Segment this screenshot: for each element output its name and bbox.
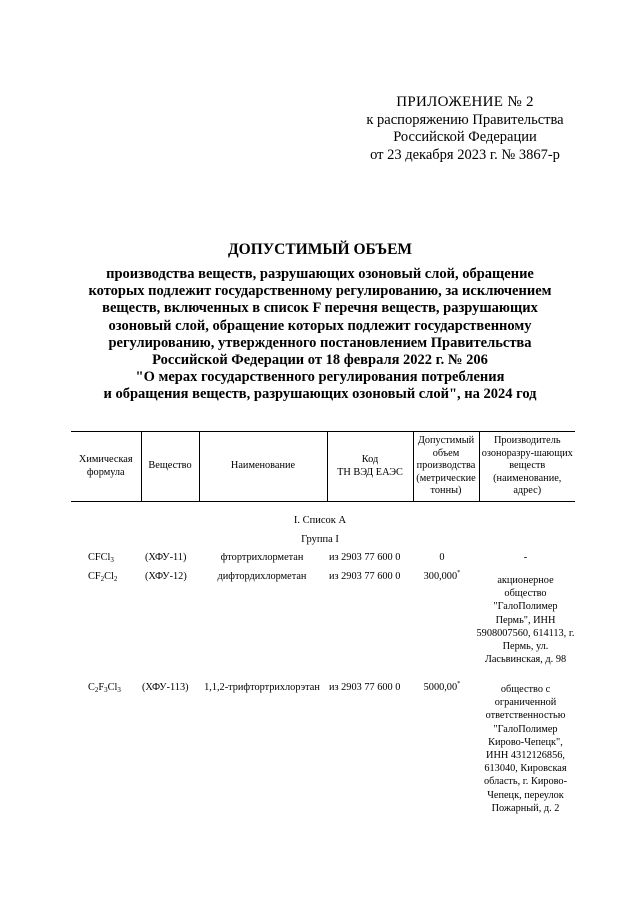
subtitle-line: озоновый слой, обращение которых подлежит государственному bbox=[108, 317, 532, 334]
formula-cell: CFCl$_3$ bbox=[88, 552, 114, 564]
header-name: Наименование bbox=[199, 432, 327, 502]
producer-cell: акционерное общество "ГалоПолимер Пермь", ИНН 5908007560, 614113, г. Пермь, ул. Ласьвинская, д. 98 bbox=[476, 575, 575, 666]
group-title: Группа I bbox=[301, 534, 339, 545]
volume-cell: 0 bbox=[439, 552, 445, 563]
header-volume: Допустимый объем производства (метрические тонны) bbox=[413, 432, 479, 502]
substances-table bbox=[71, 431, 575, 502]
substance-cell: (ХФУ-11) bbox=[145, 552, 187, 563]
appendix-block bbox=[340, 94, 590, 164]
code-cell: из 2903 77 600 0 bbox=[329, 552, 401, 563]
subtitle-line: Российской Федерации от 18 февраля 2022 г. № 206 bbox=[152, 352, 488, 369]
name-cell: фтортрихлорметан bbox=[220, 552, 304, 563]
appendix-line-1: к распоряжению Правительства bbox=[366, 111, 564, 128]
appendix-line-3: от 23 декабря 2023 г. № 3867-р bbox=[370, 146, 560, 163]
code-cell: из 2903 77 600 0 bbox=[329, 571, 401, 582]
subtitle-line: регулированию, утвержденного постановлением Правительства bbox=[108, 334, 532, 351]
name-cell: дифтордихлорметан bbox=[217, 571, 307, 582]
formula-cell: $CF_2Cl_2$ bbox=[88, 571, 118, 583]
producer-cell: общество с ограниченной ответственностью "ГалоПолимер Кирово-Чепецк", ИНН 4312126856, 613040, Кировская область, г. Кирово-Чепецк, переулок Пожарный, д. 2 bbox=[483, 684, 567, 814]
subtitle-line: веществ, включенных в список F перечня веществ, разрушающих bbox=[102, 300, 538, 317]
document-subtitle bbox=[60, 266, 580, 404]
substance-cell: (ХФУ-12) bbox=[145, 571, 187, 582]
header-substance: Вещество bbox=[141, 432, 199, 502]
volume-cell: 5000,00* bbox=[423, 680, 461, 693]
code-cell: из 2903 77 600 0 bbox=[329, 682, 401, 693]
formula-cell: $C_2F_3Cl_3$ bbox=[88, 682, 121, 694]
subtitle-line: которых подлежит государственному регулированию, за исключением bbox=[88, 283, 552, 300]
producer-cell: - bbox=[523, 552, 528, 563]
table-header-row bbox=[71, 432, 575, 502]
volume-cell: 300,000* bbox=[423, 569, 461, 582]
header-producer: Производитель озоноразру-шающих веществ (наименование, адрес) bbox=[479, 432, 575, 502]
document-title: ДОПУСТИМЫЙ ОБЪЕМ bbox=[227, 241, 413, 258]
name-cell: 1,1,2-трифтортрихлорэтан bbox=[204, 682, 320, 693]
appendix-number: ПРИЛОЖЕНИЕ № 2 bbox=[396, 94, 534, 110]
section-title: I. Список A bbox=[293, 515, 347, 526]
header-code-line-2: ТН ВЭД ЕАЭС bbox=[337, 466, 403, 478]
header-formula: Химическая формула bbox=[78, 454, 133, 478]
subtitle-line: производства веществ, разрушающих озоновый слой, обращение bbox=[106, 266, 534, 282]
subtitle-line: "О мерах государственного регулирования потребления bbox=[135, 369, 505, 386]
subtitle-line: и обращения веществ, разрушающих озоновый слой", на 2024 год bbox=[103, 386, 537, 403]
substance-cell: (ХФУ-113) bbox=[142, 682, 189, 693]
header-code-line-1: Код bbox=[361, 454, 379, 466]
header-code bbox=[327, 432, 413, 502]
appendix-line-2: Российской Федерации bbox=[393, 129, 537, 145]
